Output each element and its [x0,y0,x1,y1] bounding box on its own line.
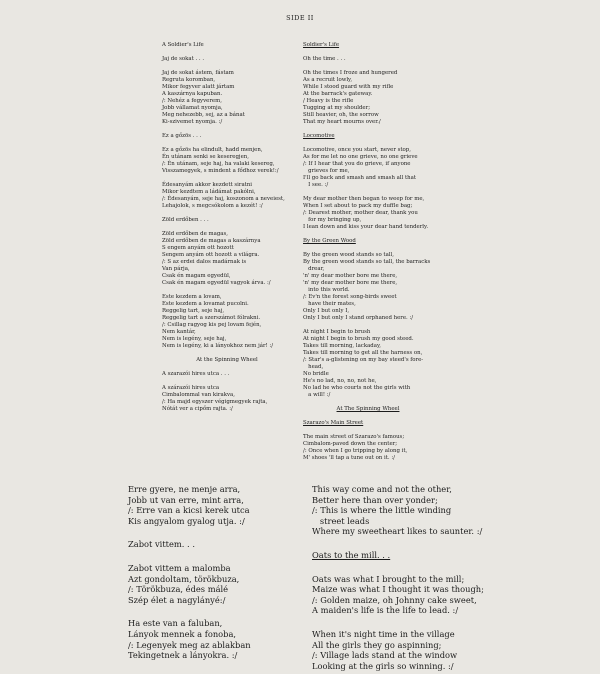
lyric-line: As a recruit lowly, [303,77,353,83]
lyric-line: Nem is legény, ki a lányokhoz nem jár! :/ [162,343,274,349]
lyric-line: Nótát ver a cipőm rajta. :/ [162,406,233,412]
spacer [128,605,251,618]
lyric-line: /: Star's a-glistening on my bay steed's fore- [303,357,424,363]
song-heading: At the Spinning Wheel [196,357,258,363]
stanza [128,618,251,660]
lyric-line: Ki-szivemet nyomja. :/ [162,119,223,125]
lyric-line: Mikor kezdtem a ládámat pakólni, [162,189,256,195]
spacer [303,231,433,238]
stanza [312,484,484,537]
lyric-line: Azt gondoltam, törökbuza, [128,573,240,584]
lyric-line: No lad he who courts not the girls with [303,385,411,391]
lyric-line: A szárazói hires utca [162,385,220,391]
lyric-line: Tekingetnek a lányokra. :/ [128,650,238,661]
lyric-line: The main street of Szarazo's famous; [303,434,405,440]
lyric-line: A kaszárnya kapuban. [162,91,223,97]
lyric-line: At night I begin to brush [303,329,371,335]
spacer [303,63,433,70]
lyric-line: This way come and not the other, [312,484,452,494]
lyric-line: Cimbalommal van kirakva, [162,392,235,398]
spacer [128,550,251,563]
spacer [162,350,292,357]
song-heading: Zabot vittem. . . [128,539,195,550]
lyric-line: / Heavy is the rifle [303,98,354,104]
lyric-line: drear, [303,266,325,272]
spacer [312,561,484,574]
lyric-line: Only I but only I, [303,308,350,314]
lyric-line: grieves for me, [303,168,350,174]
spacer [162,63,292,70]
lyric-line: I'll go back and smash and smash all that [303,175,417,181]
spacer [312,537,484,550]
spacer [162,364,292,371]
song-heading: At The Spinning Wheel [336,406,400,412]
spacer [162,126,292,133]
lyric-line: Zöld erdőben de magas a kaszárnya [162,238,261,244]
lyric-line: /: Once when I go tripping by along it, [303,448,408,454]
lyric-line: Regruta koromban, [162,77,216,83]
stanza [162,231,292,287]
stanza [162,70,292,126]
lyric-line: Zöld erdőben de magas, [162,231,228,237]
lyric-line: Van párja, [162,266,190,272]
stanza [303,196,433,231]
lyric-line: street leads [312,515,370,526]
side-label: SIDE II [286,14,314,22]
spacer [162,140,292,147]
lyric-line: Este kezdem a lovamat pucolni. [162,301,249,307]
lyric-line: He's no lad, no, no, not he, [303,378,377,384]
lyric-line: Takes till morning to get all the harness on, [303,350,423,356]
lyric-line: S engem anyám ott hozott [162,245,234,251]
lyric-line: /: Village lads stand at the window [312,650,458,661]
lyric-line: Erre gyere, ne menje arra, [128,484,241,494]
stanza [162,182,292,210]
stanza [303,70,433,126]
lyric-line: into this world. [303,287,350,293]
lyric-line: Looking at the girls so winning. :/ [312,660,454,671]
lyric-line: Better here than over yonder; [312,494,438,505]
lyric-line: /: Ev'n the forest song-birds sweet [303,294,397,300]
stanza [162,147,292,175]
lyric-line: /: Golden maize, oh Johnny cake sweet, [312,594,477,605]
stanza [162,385,292,413]
lyric-line: Where my sweetheart likes to saunter. :/ [312,526,483,537]
lyric-line: 'n' my dear mother bore me there, [303,280,398,286]
lyric-line: At the barrack's gateway. [303,91,373,97]
song-heading: A szarazói hires utca . . . [162,371,230,377]
song-heading: Soldier's Life [303,42,340,48]
lyric-line: /: Törökbuza, édes málé [128,584,229,595]
lyric-line: Cimbalom-paved down the center; [303,441,398,447]
song-heading: By the Green Wood [303,238,356,244]
spacer [128,526,251,539]
lyric-line: As for me let no one grieve, no one grieve [303,154,418,160]
spacer [312,616,484,629]
lyric-line: head, [303,364,324,370]
lyric-line: Reggelig tart, seje haj, [162,308,225,314]
lyric-line: Édesanyám akkor kezdett siratni [162,182,253,188]
song-heading: Oh the time . . . [303,56,346,62]
lyric-line: Sengem anyám ott hozott a világra. [162,252,260,258]
lyric-line: When it's night time in the village [312,628,455,639]
lyric-line: Tugging at my shoulder; [303,105,371,111]
lyric-line: /: S az erdei dalos madárnak is [162,259,247,265]
spacer [162,378,292,385]
song-heading: Ez a gőzös . . . [162,133,202,139]
song-heading: Zöld erdőben . . . [162,217,209,223]
lyric-line: Jobb vállamat nyomja, [162,105,223,111]
lyric-line: My dear mother then began to weep for me, [303,196,425,202]
lyric-line: By the green wood stands so tall, the barracks [303,259,431,265]
lyric-line: M' shoes 'll tap a tune out on it. :/ [303,455,395,461]
lyric-line: Reggelig tart a szerszámot fólrakni. [162,315,261,321]
lyric-line: /: Édesanyám, seje haj, koszonom a neveiest, [162,196,285,202]
lyric-line: I lean down and kiss your dear hand tenderly. [303,224,429,230]
lyric-line: /: Ha majd egyszer végigmegyek rajta, [162,399,268,405]
lyric-line: Kis angyalom gyalog utja. :/ [128,515,245,526]
spacer [303,427,433,434]
lyric-line: a will! :/ [303,392,331,398]
lyric-line: While I stood guard with my rifle [303,84,394,90]
lyric-line: /: Csillag ragyog kis pej lovam fején, [162,322,262,328]
song-heading: Szarazo's Main Street [303,420,364,426]
spacer [303,399,433,406]
spacer [162,175,292,182]
song-heading: Oats to the mill. . . [312,549,391,560]
lyric-line: Visszamegyek, s mindent a fődhoz verek!:/ [162,168,279,174]
lyric-line: No bridle [303,371,329,377]
stanza [128,563,251,605]
lyric-line: Still heavier, oh, the sorrow [303,112,379,118]
lyric-line: /: Nehéz a fegyverem, [162,98,222,104]
lyric-line: Lehajolok, s megcsókolom a kezét! :/ [162,203,263,209]
lyric-line: have their mates, [303,301,356,307]
lyric-line: Csak én magam egyedül vagyok árva. :/ [162,280,271,286]
lyric-line: Takes till morning, lackaday, [303,343,382,349]
lyric-line: Jobb ut van erre, mint arra, [128,494,244,505]
lyric-line: Ha este van a faluban, [128,618,223,629]
lyric-line: Meg nehezebb, sej, az a bánat [162,112,245,118]
lyric-line: Ez a gőzös ha elindult, hadd menjen, [162,147,263,153]
lyric-line: Nem is legény, seje haj, [162,336,227,342]
lyric-line: Este kezdem a lovam, [162,294,222,300]
spacer [162,287,292,294]
stanza [312,629,484,671]
song-heading: Locomotive [303,133,335,139]
spacer [303,413,433,420]
lyric-line: Oats was what I brought to the mill; [312,573,465,584]
upper-right-column [303,42,433,462]
spacer [303,322,433,329]
lyric-line: /: Erre van a kicsi kerek utca [128,505,250,516]
spacer [303,140,433,147]
lyric-line: Jaj de sokat ástem, fástam [162,70,234,76]
stanza [128,484,251,526]
lyric-line: Csak én magam egyedül, [162,273,231,279]
spacer [162,49,292,56]
spacer [162,210,292,217]
lyric-line: Only I but only I stand orphaned here. :/ [303,315,414,321]
lyric-line: 'n' my dear mother bore me there, [303,273,398,279]
lyric-line: Lányok mennek a fonoba, [128,628,237,639]
spacer [303,189,433,196]
lyric-line: Maize was what I thought it was though; [312,584,484,595]
upper-left-column [162,42,292,413]
lyric-line: Locomotive, once you start, never stop, [303,147,411,153]
lyric-line: Szép élet a nagylányé:/ [128,594,226,605]
lyric-line: Zabot vittem a malomba [128,562,231,573]
song-heading: A Soldier's Life [162,42,204,48]
lyric-line: Oh the times I froze and hungered [303,70,398,76]
song-heading: Jaj de sokat . . . [162,56,205,62]
lyric-line: By the green wood stands so tall, [303,252,394,258]
spacer [303,126,433,133]
stanza [303,252,433,322]
lyric-line: At night I begin to brush my good steed. [303,336,414,342]
spacer [303,49,433,56]
lyric-line: Nem kantár, [162,329,196,335]
stanza [162,294,292,350]
lyric-line: When I set about to pack my duffle bag; [303,203,413,209]
lower-right-column [312,484,484,671]
lyric-line: Mikor fegyver alatt jártam [162,84,235,90]
lyric-line: A maiden's life is the life to lead. :/ [312,605,459,616]
lyric-line: /: Legenyek meg az ablakban [128,639,251,650]
lyric-line: for my bringing up, [303,217,362,223]
stanza [312,574,484,616]
lyric-line: /: If I hear that you do grieve, if anyone [303,161,411,167]
spacer [162,224,292,231]
stanza [303,147,433,189]
stanza [303,329,433,399]
lyric-line: /: Én utánam, seje haj, ha valaki kesereg, [162,161,275,167]
lyric-line: /: Dearest mother, mother dear, thank you [303,210,418,216]
lower-left-column [128,484,251,661]
lyric-line: All the girls they go aspinning; [312,639,442,650]
spacer [303,245,433,252]
lyric-line: /: This is where the little winding [312,505,452,516]
stanza [303,434,433,462]
lyric-line: I see. :/ [303,182,329,188]
lyric-line: That my heart mourns over./ [303,119,381,125]
lyric-line: Én utánam senki se keseregjen, [162,154,249,160]
